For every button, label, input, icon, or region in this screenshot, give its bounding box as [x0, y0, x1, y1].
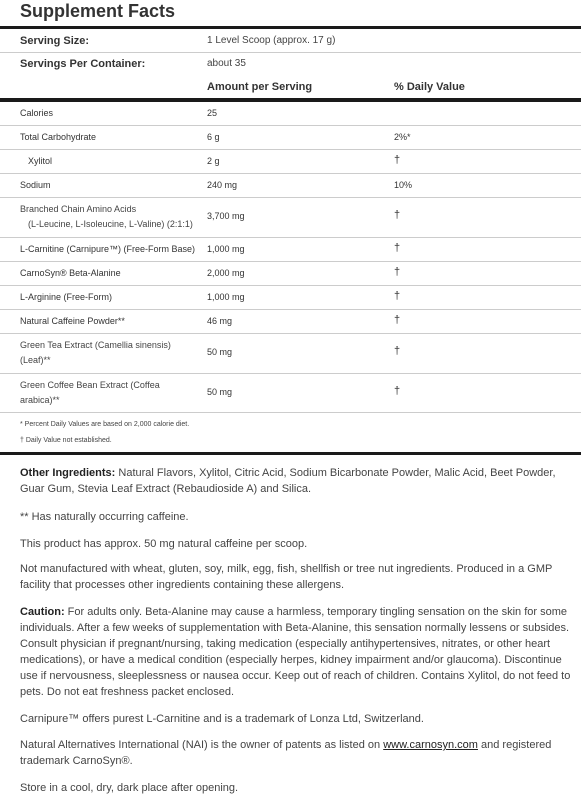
nutrient-amount: 1,000 mg — [207, 292, 245, 302]
nutrient-name: CarnoSyn® Beta-Alanine — [20, 268, 121, 278]
nutrient-row — [0, 238, 581, 262]
nai-text-after: and registered trademark CarnoSyn®. — [20, 739, 552, 767]
nutrient-name: Natural Caffeine Powder** — [20, 316, 125, 326]
nutrient-row — [0, 198, 581, 238]
nutrient-name: Calories — [20, 108, 54, 118]
nutrient-name: L-Carnitine (Carnipure™) (Free-Form Base) — [20, 244, 196, 254]
table-end-rule — [0, 452, 581, 455]
nutrient-amount: 240 mg — [207, 180, 238, 190]
dagger-icon: † — [394, 209, 401, 221]
nutrient-row — [0, 374, 581, 413]
nutrient-name: Green Coffee Bean Extract (Coffea — [20, 380, 160, 390]
nutrient-amount: 50 mg — [207, 387, 233, 397]
nutrient-name: Total Carbohydrate — [20, 132, 97, 142]
nutrient-row — [0, 310, 581, 334]
serving-size-value: 1 Level Scoop (approx. 17 g) — [207, 35, 336, 46]
other-ingredients-label: Other Ingredients: — [20, 467, 116, 479]
caution-text: For adults only. Beta-Alanine may cause a harmless, temporary tingling sensation on the skin for some individuals. After a few weeks of supplementation with Beta-Alanine, this sensation normally lessens or subsides. Consult physician if pregnant/nursing, taking medication (especially antihypertensives, nitrates, or other heart medications), or have a medical condition (especially herpes, kidney impairment and/or glaucoma). Discontinue use if nervousness, sleeplessness or nausea occur. Keep out of reach of children. Contains Xylitol, do not feed to pets. Do not eat freshness packet enclosed. — [20, 606, 571, 698]
caffeine-note: ** Has naturally occurring caffeine. — [20, 511, 189, 523]
nutrient-subname: (L-Leucine, L-Isoleucine, L-Valine) (2:1:1) — [28, 219, 193, 229]
nutrient-name: Green Tea Extract (Camellia sinensis) — [20, 340, 171, 350]
nutrient-name: Branched Chain Amino Acids — [20, 204, 137, 214]
daily-value-header: % Daily Value — [394, 81, 465, 93]
nutrient-row — [0, 262, 581, 286]
serving-size-label: Serving Size: — [20, 35, 90, 47]
nutrient-amount: 2,000 mg — [207, 268, 245, 278]
nutrient-subname: arabica)** — [20, 395, 60, 405]
nutrient-name: Sodium — [20, 180, 51, 190]
serving-size-row — [0, 29, 581, 53]
nutrient-amount: 46 mg — [207, 316, 233, 326]
amount-header: Amount per Serving — [207, 81, 313, 93]
dagger-icon: † — [394, 154, 401, 166]
nai-statement — [20, 737, 582, 769]
dagger-icon: † — [394, 345, 401, 357]
servings-per-container-value: about 35 — [207, 58, 246, 69]
servings-per-container-label: Servings Per Container: — [20, 58, 146, 70]
dagger-icon: † — [394, 242, 401, 254]
dagger-icon: † — [394, 314, 401, 326]
nutrient-dv: 2%* — [394, 132, 411, 142]
allergen-statement: Not manufactured with wheat, gluten, soy, milk, egg, fish, shellfish or tree nut ingredients. Produced in a GMP facility that processes other ingredients containing these allergens. — [20, 563, 553, 591]
dagger-icon: † — [394, 290, 401, 302]
nutrient-amount: 6 g — [207, 132, 220, 142]
other-ingredients-text: Natural Flavors, Xylitol, Citric Acid, Sodium Bicarbonate Powder, Malic Acid, Beet Powder, Guar Gum, Stevia Leaf Extract (Rebaudioside A) and Silica. — [20, 467, 556, 495]
nutrient-row — [0, 126, 581, 150]
nutrient-dv: 10% — [394, 180, 413, 190]
storage-instructions: Store in a cool, dry, dark place after opening. — [20, 782, 239, 794]
carnosyn-link[interactable]: www.carnosyn.com — [383, 739, 478, 751]
nutrient-amount: 2 g — [207, 156, 220, 166]
dagger-icon: † — [394, 385, 401, 397]
percent-dv-footnote: * Percent Daily Values are based on 2,000 calorie diet. — [20, 421, 190, 428]
column-header-row — [0, 76, 581, 98]
nutrient-amount: 1,000 mg — [207, 244, 245, 254]
nai-text-before: Natural Alternatives International (NAI) is the owner of patents as listed on — [20, 739, 384, 751]
caution-label: Caution: — [20, 606, 65, 618]
nutrient-amount: 3,700 mg — [207, 211, 245, 221]
servings-per-container-row — [0, 53, 581, 75]
caution-statement — [20, 604, 582, 700]
nutrient-row — [0, 102, 581, 126]
dagger-icon: † — [394, 266, 401, 278]
nutrient-amount: 50 mg — [207, 347, 233, 357]
nutrient-name: L-Arginine (Free-Form) — [20, 292, 113, 302]
nutrient-amount: 25 — [207, 108, 218, 118]
nutrient-row — [0, 286, 581, 310]
page-title: Supplement Facts — [20, 1, 176, 21]
nutrient-name: Xylitol — [28, 156, 53, 166]
carnipure-note: Carnipure™ offers purest L-Carnitine and is a trademark of Lonza Ltd, Switzerland. — [20, 713, 424, 725]
caffeine-amount: This product has approx. 50 mg natural caffeine per scoop. — [20, 538, 308, 550]
dagger-footnote: † Daily Value not established. — [20, 437, 112, 444]
nutrient-subname: (Leaf)** — [20, 355, 51, 365]
nutrient-row — [0, 150, 581, 174]
nutrient-row — [0, 174, 581, 198]
other-ingredients — [20, 465, 582, 497]
nutrient-row — [0, 334, 581, 374]
